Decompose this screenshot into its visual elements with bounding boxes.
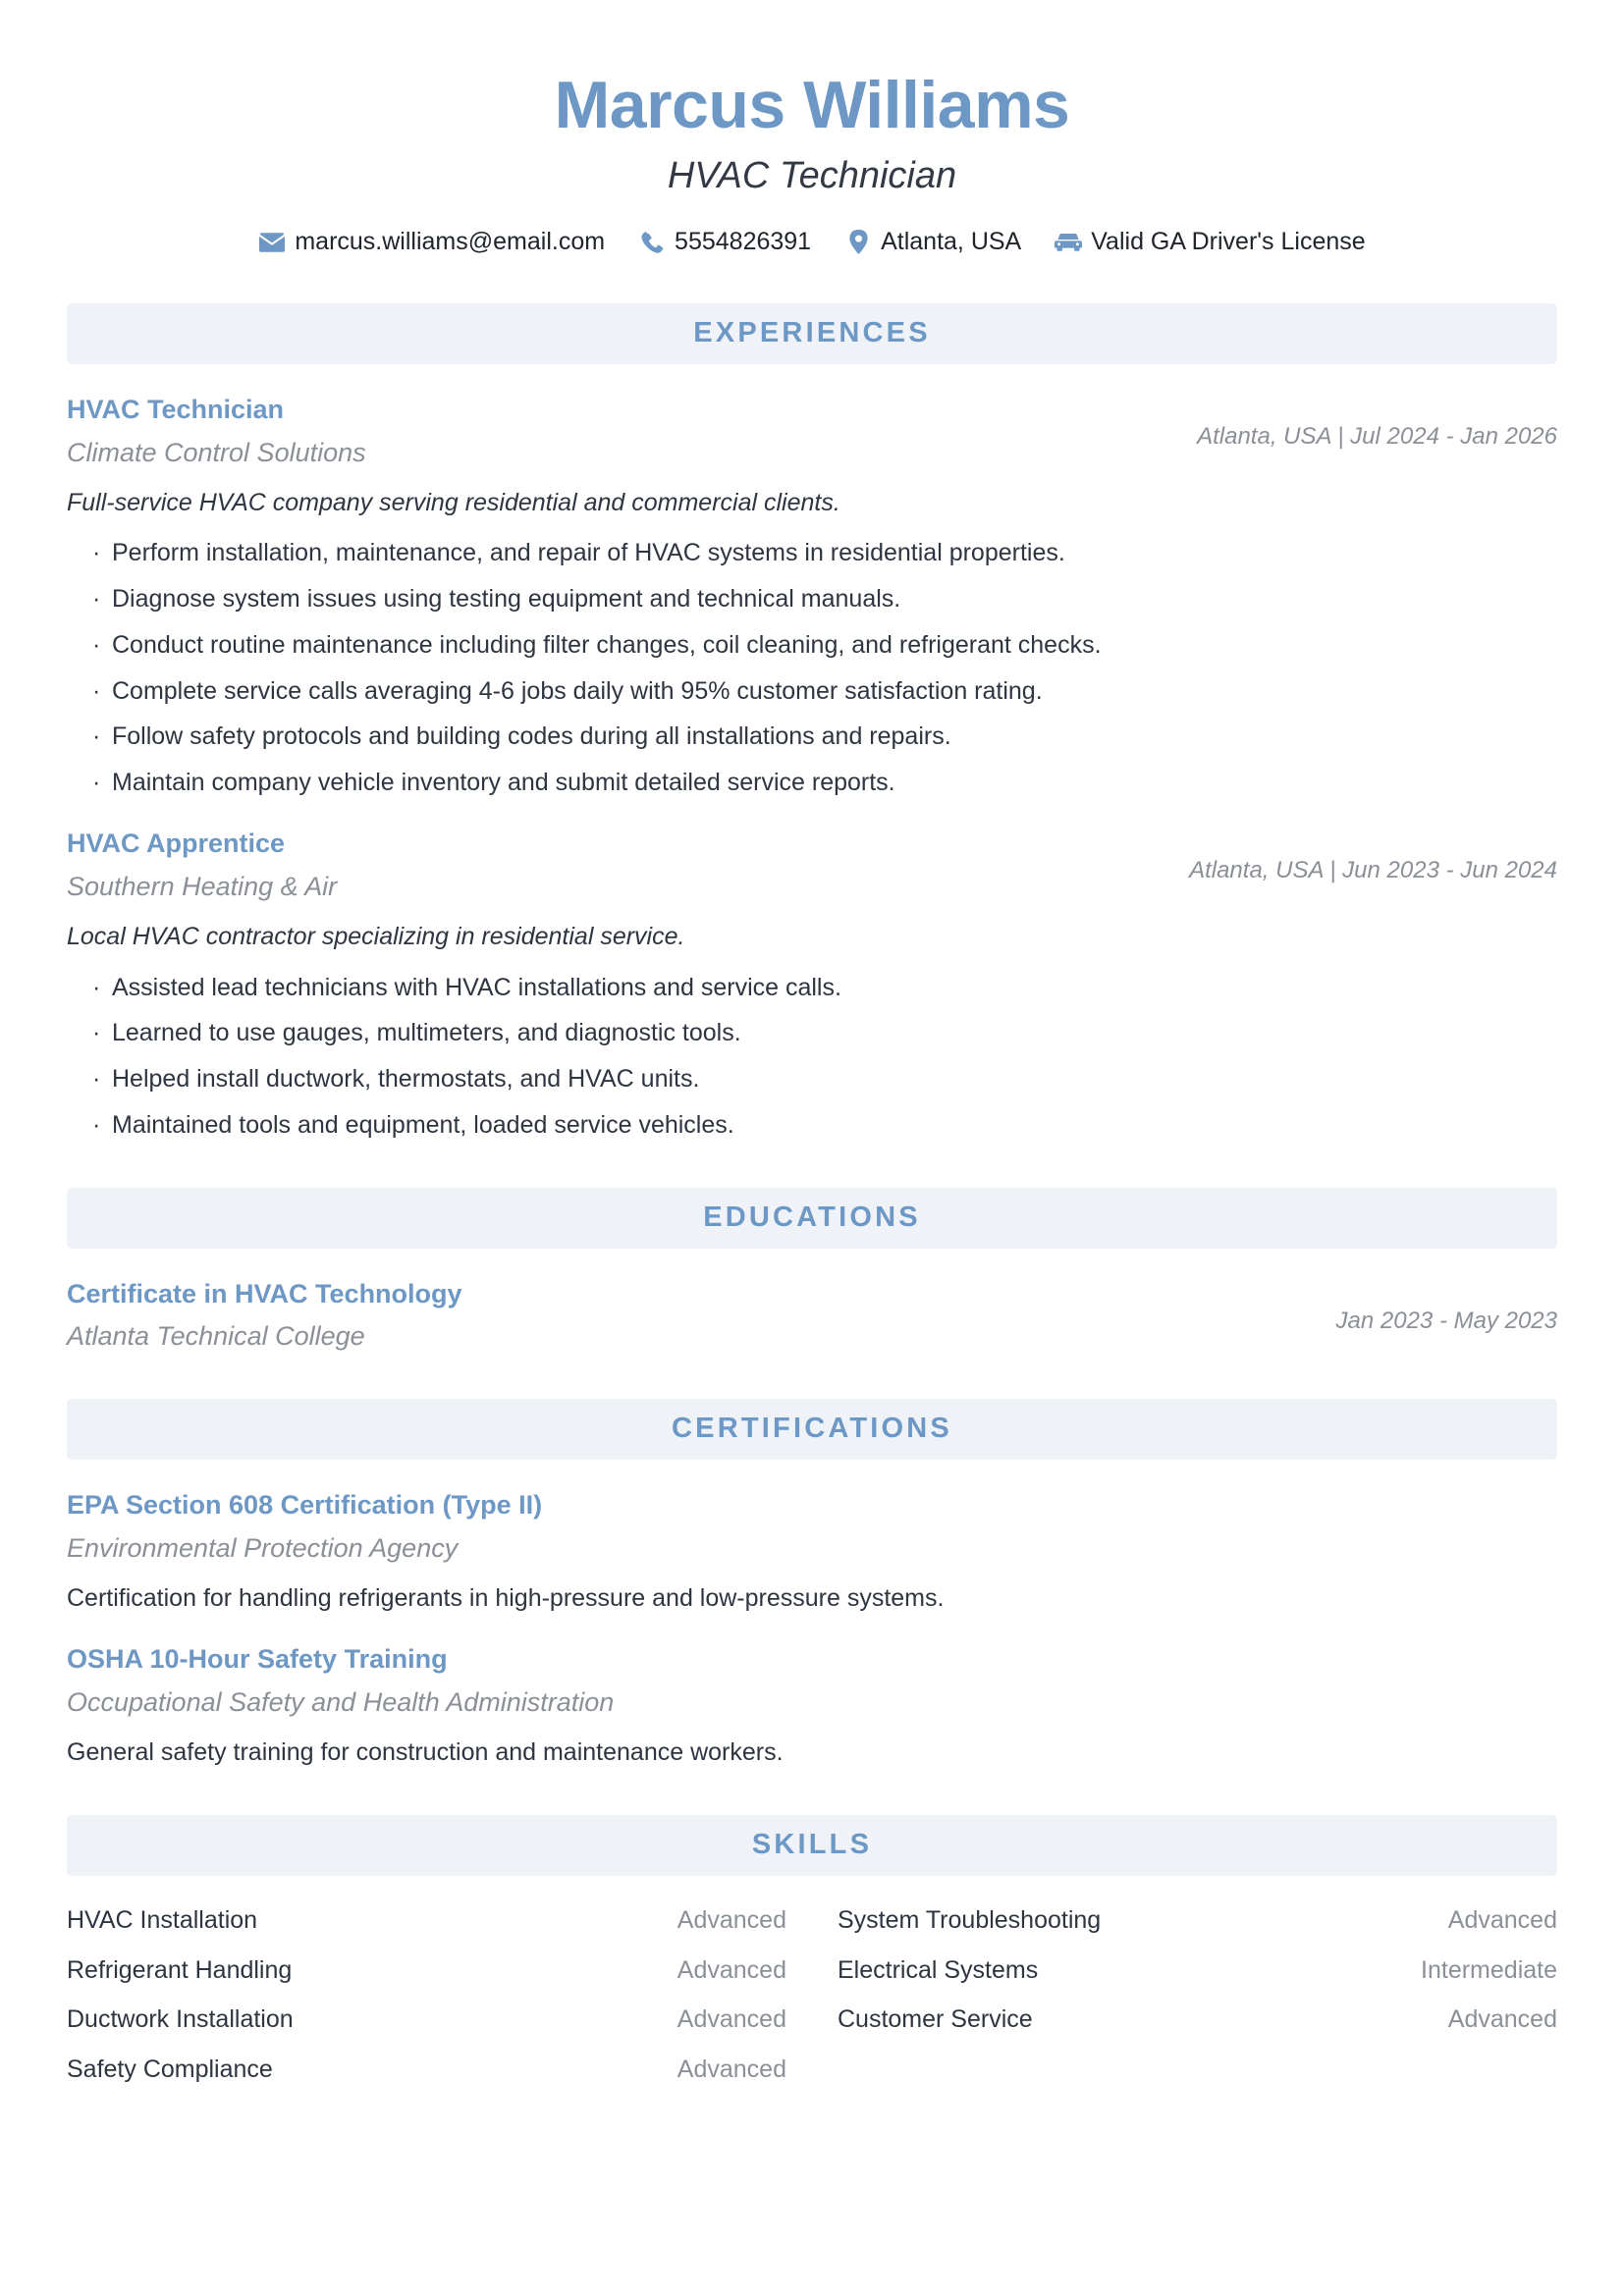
skill-level: Advanced: [1447, 1906, 1557, 1935]
skill-level: Advanced: [677, 2055, 786, 2083]
experience-title: HVAC Technician: [67, 394, 285, 424]
education-institution: Atlanta Technical College: [67, 1321, 365, 1352]
experience-bullet: [67, 583, 1557, 616]
skill-row: [838, 1896, 1557, 1946]
skill-name: Electrical Systems: [838, 1955, 1039, 1984]
contact-email-label: marcus.williams@email.com: [295, 228, 606, 256]
contact-row: [67, 226, 1557, 258]
certification-entry: [67, 1643, 1557, 1770]
education-degree: Certificate in HVAC Technology: [67, 1278, 462, 1308]
experience-bullet: [67, 629, 1557, 663]
education-entry: [67, 1278, 1557, 1355]
skill-level: Intermediate: [1421, 1955, 1557, 1984]
resume-header: [67, 69, 1557, 258]
experience-bullet-text: Diagnose system issues using testing equipment and technical manuals.: [112, 585, 901, 614]
skill-name: Customer Service: [838, 2005, 1033, 2034]
experience-bullet-text: Maintain company vehicle inventory and submit detailed service reports.: [112, 769, 895, 797]
contact-item-email[interactable]: [258, 226, 605, 258]
contact-location-label: Atlanta, USA: [881, 228, 1022, 256]
certification-description: Certification for handling refrigerants in high-pressure and low-pressure systems.: [67, 1584, 945, 1613]
section-header-experiences: [67, 303, 1557, 364]
skill-level: Advanced: [677, 2005, 786, 2034]
experience-bullet-text: Perform installation, maintenance, and repair of HVAC systems in residential properties.: [112, 539, 1065, 567]
experience-bullet-text: Helped install ductwork, thermostats, and HVAC units.: [112, 1065, 700, 1094]
bullet-marker-icon: ·: [92, 630, 101, 659]
skill-row: [67, 2045, 786, 2095]
bullet-marker-icon: ·: [92, 1110, 101, 1139]
education-entry-head: [67, 1278, 1557, 1355]
experience-organization: Southern Heating & Air: [67, 871, 338, 901]
experience-bullet: [67, 1063, 1557, 1096]
candidate-job-title: HVAC Technician: [667, 154, 957, 196]
experience-organization: Climate Control Solutions: [67, 437, 366, 467]
bullet-marker-icon: ·: [92, 1065, 101, 1094]
experiences-list: [67, 364, 1557, 1143]
experience-summary: Local HVAC contractor specializing in residential service.: [67, 922, 685, 950]
contact-license-label: Valid GA Driver's License: [1091, 228, 1366, 256]
experience-bullet: [67, 537, 1557, 570]
bullet-marker-icon: ·: [92, 722, 101, 751]
contact-item-license[interactable]: [1055, 226, 1365, 258]
experience-summary: Full-service HVAC company serving residential and commercial clients.: [67, 488, 840, 516]
bullet-marker-icon: ·: [92, 973, 101, 1001]
experience-bullet: [67, 1109, 1557, 1143]
contact-item-phone[interactable]: [638, 226, 811, 258]
certification-entry: [67, 1489, 1557, 1616]
section-title-skills: SKILLS: [751, 1829, 873, 1861]
candidate-name: Marcus Williams: [554, 68, 1070, 142]
bullet-marker-icon: ·: [92, 676, 101, 705]
contact-phone-label: 5554826391: [675, 228, 812, 256]
experience-title: HVAC Apprentice: [67, 828, 286, 858]
skill-name: HVAC Installation: [67, 1906, 258, 1935]
experience-location-dates: Atlanta, USA | Jun 2023 - Jun 2024: [1189, 856, 1557, 883]
skill-level: Advanced: [1447, 2005, 1557, 2034]
contact-item-location[interactable]: [844, 226, 1021, 258]
certification-issuer: Environmental Protection Agency: [67, 1533, 459, 1564]
certifications-list: [67, 1460, 1557, 1770]
skill-name: Ductwork Installation: [67, 2005, 294, 2034]
bullet-marker-icon: ·: [92, 769, 101, 797]
section-title-educations: EDUCATIONS: [703, 1201, 921, 1233]
section-header-certifications: [67, 1399, 1557, 1460]
experience-bullet-text: Maintained tools and equipment, loaded service vehicles.: [112, 1110, 734, 1139]
experience-entry: [67, 394, 1557, 800]
section-title-certifications: CERTIFICATIONS: [672, 1413, 952, 1445]
skills-grid: [67, 1876, 1557, 2094]
bullet-marker-icon: ·: [92, 1019, 101, 1047]
experience-bullet: [67, 767, 1557, 800]
skill-row: [67, 1946, 786, 1996]
certification-title: EPA Section 608 Certification (Type II): [67, 1490, 543, 1521]
bullet-marker-icon: ·: [92, 585, 101, 614]
experience-bullet-text: Assisted lead technicians with HVAC installations and service calls.: [112, 973, 841, 1001]
skill-row: [838, 1995, 1557, 2045]
section-header-skills: [67, 1815, 1557, 1876]
experience-bullet-text: Follow safety protocols and building codes during all installations and repairs.: [112, 722, 951, 751]
skill-name: Refrigerant Handling: [67, 1955, 293, 1984]
skill-name: System Troubleshooting: [838, 1906, 1102, 1935]
location-pin-icon: [844, 230, 872, 255]
experience-entry-head: [67, 828, 1557, 904]
bullet-marker-icon: ·: [92, 539, 101, 567]
skill-name: Safety Compliance: [67, 2055, 273, 2083]
skill-level: Advanced: [677, 1906, 786, 1935]
experience-bullet-text: Complete service calls averaging 4-6 jobs daily with 95% customer satisfaction rating.: [112, 676, 1043, 705]
envelope-icon: [258, 230, 286, 255]
experience-bullet-list: [67, 972, 1557, 1143]
experience-bullet-text: Learned to use gauges, multimeters, and diagnostic tools.: [112, 1019, 741, 1047]
experience-entry: [67, 828, 1557, 1143]
experience-bullet: [67, 972, 1557, 1005]
experience-location-dates: Atlanta, USA | Jul 2024 - Jan 2026: [1197, 422, 1557, 450]
experience-bullet-text: Conduct routine maintenance including filter changes, coil cleaning, and refrigerant checks.: [112, 630, 1102, 659]
skill-row: [67, 1995, 786, 2045]
experience-bullet-list: [67, 537, 1557, 800]
skill-row: [838, 1946, 1557, 1996]
car-icon: [1055, 230, 1082, 255]
phone-icon: [638, 230, 666, 255]
education-dates: Jan 2023 - May 2023: [1335, 1307, 1557, 1334]
certification-description: General safety training for construction and maintenance workers.: [67, 1738, 784, 1767]
experience-bullet: [67, 675, 1557, 709]
experience-bullet: [67, 1017, 1557, 1050]
experience-entry-head: [67, 394, 1557, 470]
section-header-educations: [67, 1188, 1557, 1249]
skill-level: Advanced: [677, 1955, 786, 1984]
experience-bullet: [67, 721, 1557, 754]
section-title-experiences: EXPERIENCES: [693, 316, 931, 348]
certification-issuer: Occupational Safety and Health Administration: [67, 1687, 615, 1718]
educations-list: [67, 1249, 1557, 1355]
certification-title: OSHA 10-Hour Safety Training: [67, 1644, 448, 1675]
skill-row: [67, 1896, 786, 1946]
